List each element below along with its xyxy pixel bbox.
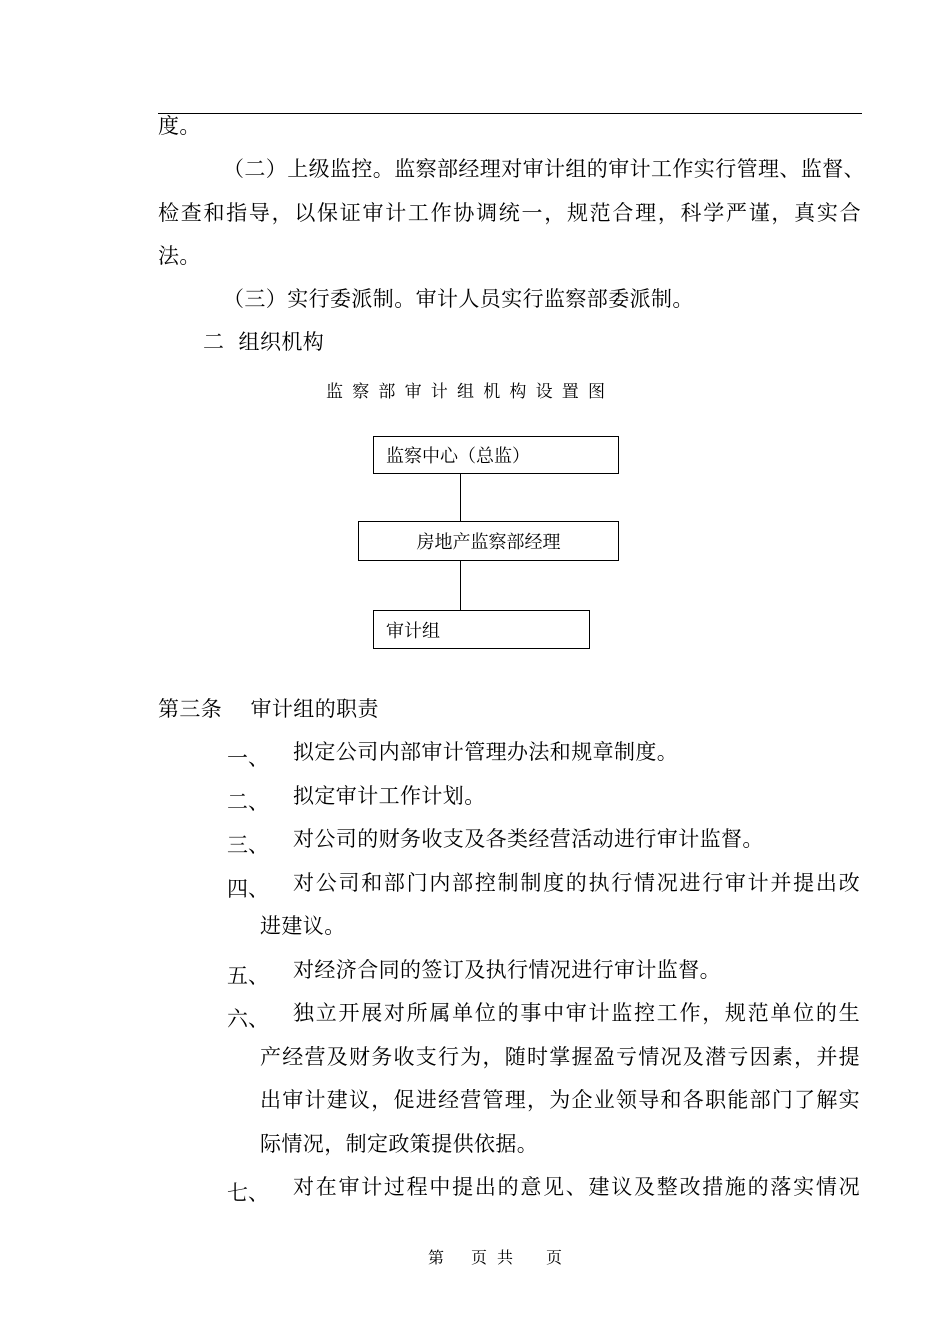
list-item-number: 六、 — [227, 1007, 269, 1031]
list-item-text: 出审计建议，促进经营管理，为企业领导和各职能部门了解实 — [260, 1088, 860, 1112]
list-item-text: 产经营及财务收支行为，随时掌握盈亏情况及潜亏因素，并提 — [260, 1045, 860, 1069]
org-node-supervision-center: 监察中心（总监） — [373, 436, 619, 474]
paragraph-superior-monitoring-line1: （二）上级监控。监察部经理对审计组的审计工作实行管理、监督、 — [223, 157, 865, 181]
paragraph-superior-monitoring-line2: 检查和指导，以保证审计工作协调统一，规范合理，科学严谨，真实合 — [158, 201, 861, 225]
article3-heading: 第三条 审计组的职责 — [158, 697, 379, 721]
footer-pages-label: 页 — [546, 1248, 563, 1267]
list-item-number: 一、 — [227, 746, 269, 770]
list-item-text: 对公司和部门内部控制制度的执行情况进行审计并提出改 — [293, 871, 860, 895]
list-item-number: 五、 — [227, 964, 269, 988]
list-item-text: 际情况，制定政策提供依据。 — [260, 1132, 539, 1156]
header-rule — [158, 113, 862, 114]
org-chart-title: 监察部审计组机构设置图 — [326, 382, 615, 402]
fragment-text: 度。 — [158, 114, 201, 138]
list-item-number: 七、 — [227, 1181, 269, 1205]
list-item-text: 对经济合同的签订及执行情况进行审计监督。 — [293, 958, 721, 982]
list-item-number: 二、 — [227, 790, 269, 814]
org-connector — [460, 474, 461, 522]
list-item-text: 拟定审计工作计划。 — [293, 784, 486, 808]
org-connector — [460, 561, 461, 611]
paragraph-superior-monitoring-line3: 法。 — [158, 244, 201, 268]
list-item-text: 对在审计过程中提出的意见、建议及整改措施的落实情况 — [293, 1175, 860, 1199]
list-item-text: 进建议。 — [260, 914, 346, 938]
list-item-number: 四、 — [227, 877, 269, 901]
list-item-text: 拟定公司内部审计管理办法和规章制度。 — [293, 740, 679, 764]
org-node-realestate-manager: 房地产监察部经理 — [358, 521, 619, 561]
section-heading-organization: 二 组织机构 — [203, 330, 325, 354]
list-item-text: 独立开展对所属单位的事中审计监控工作，规范单位的生 — [293, 1001, 860, 1025]
list-item-number: 三、 — [227, 833, 269, 857]
footer-page-of-label: 页共 — [471, 1248, 524, 1267]
org-node-audit-group: 审计组 — [373, 610, 590, 649]
list-item-text: 对公司的财务收支及各类经营活动进行审计监督。 — [293, 827, 764, 851]
paragraph-delegation: （三）实行委派制。审计人员实行监察部委派制。 — [223, 287, 694, 311]
footer-page-label: 第 — [428, 1248, 445, 1267]
